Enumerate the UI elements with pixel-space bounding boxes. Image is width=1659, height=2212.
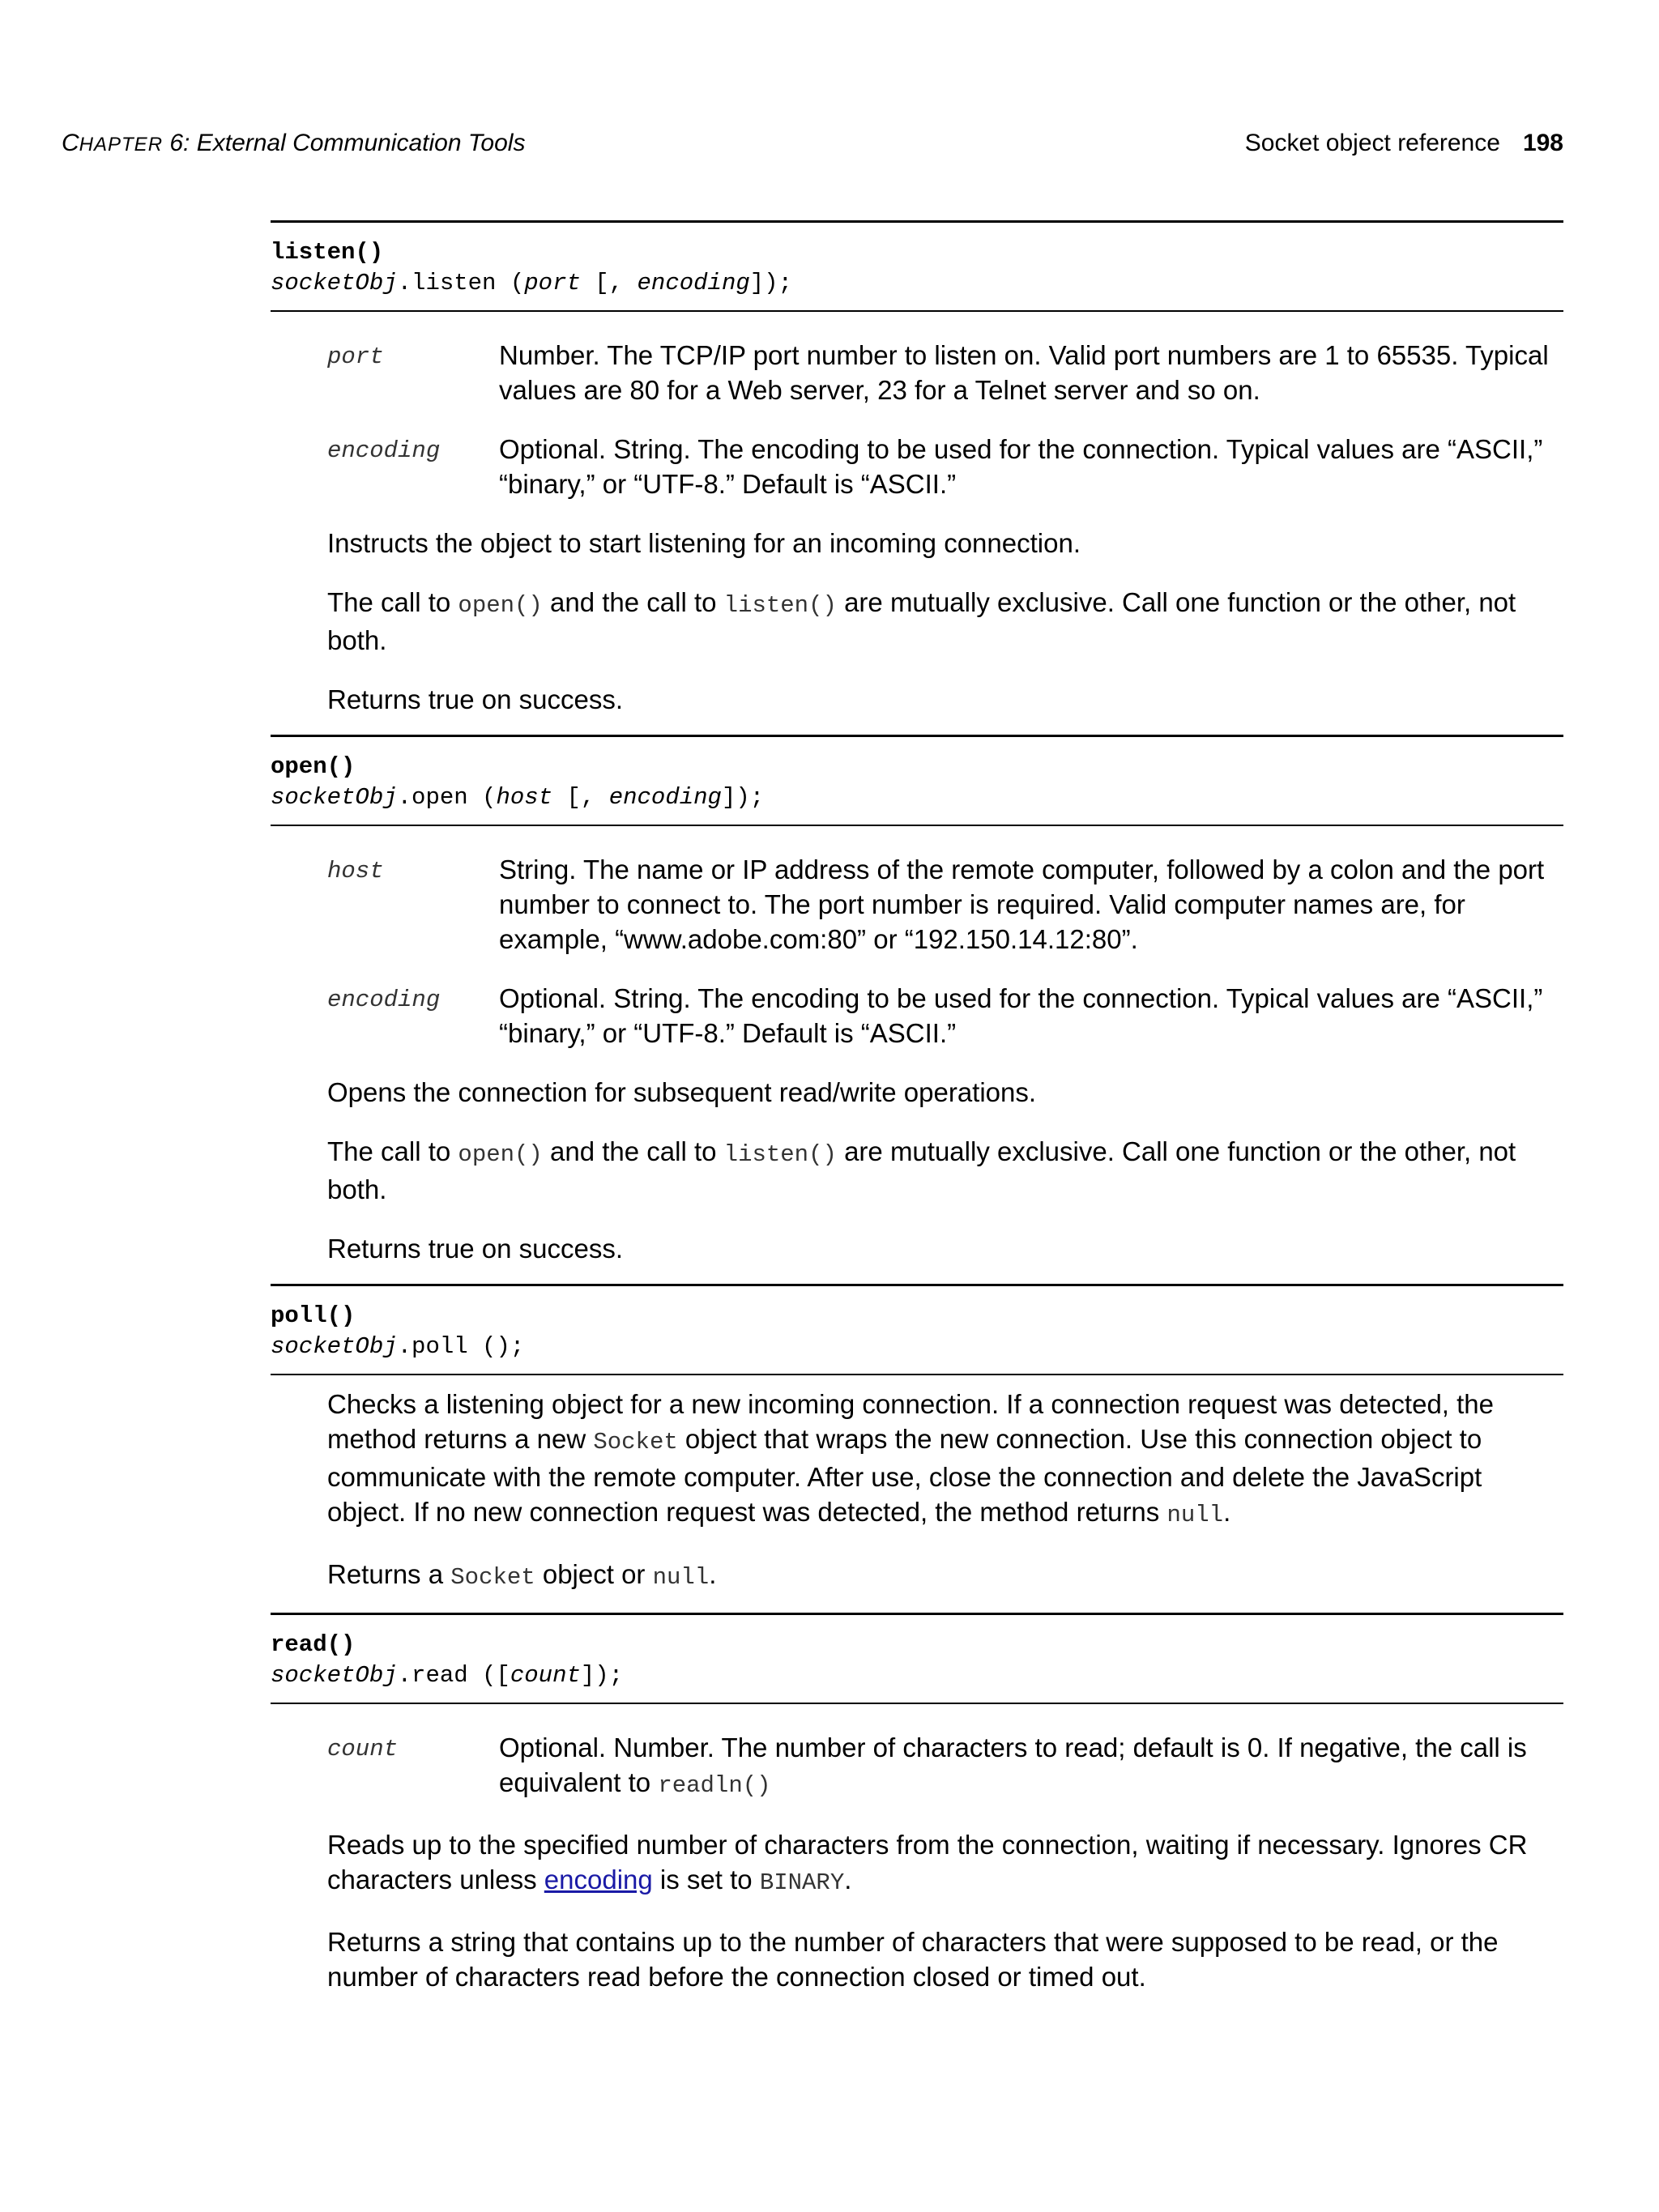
method-description: Reads up to the specified number of characters from the connection, waiting if necessary. Ignores CR characters unless encoding is set to BINARY. xyxy=(327,1830,1528,1896)
page-number: 198 xyxy=(1522,130,1563,156)
param-row xyxy=(327,338,1563,407)
param-desc: Optional. String. The encoding to be used for the connection. Typical values are “ASCII,” “binary,” or “UTF-8.” Default is “ASCII.” xyxy=(499,434,1543,499)
method-name: poll() xyxy=(271,1302,356,1329)
param-row xyxy=(327,852,1563,957)
method-description: Instructs the object to start listening for an incoming connection. xyxy=(327,528,1081,558)
method-returns: Returns true on success. xyxy=(327,684,623,714)
method-syntax: socketObj.open (host [, encoding]); xyxy=(271,784,765,811)
method-signature xyxy=(271,1286,1563,1375)
method-returns: Returns true on success. xyxy=(327,1234,623,1264)
method-body xyxy=(271,312,1563,735)
param-name: host xyxy=(327,858,384,884)
param-desc: String. The name or IP address of the remote computer, followed by a colon and the port number to connect to. The port number is required. Valid computer names are, for example, “www.adobe.com:80” or “192.150.14.12:80”. xyxy=(499,855,1545,954)
method-returns: Returns a Socket object or null. xyxy=(327,1559,717,1591)
method-entry-read xyxy=(271,1613,1563,2012)
section-title: Socket object reference xyxy=(1244,130,1500,156)
method-name: read() xyxy=(271,1631,356,1658)
method-name: open() xyxy=(271,753,356,780)
method-entry-poll xyxy=(271,1284,1563,1613)
chapter-title: CHAPTER 6: External Communication Tools xyxy=(62,130,526,156)
method-body xyxy=(271,1375,1563,1613)
method-entry-listen xyxy=(271,220,1563,735)
method-signature xyxy=(271,1615,1563,1704)
param-name: encoding xyxy=(327,987,441,1013)
encoding-link[interactable]: encoding xyxy=(544,1865,653,1894)
method-name: listen() xyxy=(271,239,384,266)
method-description: Opens the connection for subsequent read/write operations. xyxy=(327,1077,1037,1107)
method-note: The call to open() and the call to listen() are mutually exclusive. Call one function or the other, not both. xyxy=(327,1136,1516,1204)
param-name: encoding xyxy=(327,437,441,464)
page-header xyxy=(62,130,1563,162)
param-desc: Number. The TCP/IP port number to listen on. Valid port numbers are 1 to 65535. Typical values are 80 for a Web server, 23 for a Telnet server and so on. xyxy=(499,340,1549,405)
method-body xyxy=(271,826,1563,1284)
method-body xyxy=(271,1704,1563,2012)
method-syntax: socketObj.read ([count]); xyxy=(271,1662,624,1689)
param-name: count xyxy=(327,1736,399,1762)
method-signature xyxy=(271,223,1563,312)
param-desc: Optional. String. The encoding to be used for the connection. Typical values are “ASCII,” “binary,” or “UTF-8.” Default is “ASCII.” xyxy=(499,983,1543,1048)
param-row xyxy=(327,981,1563,1051)
method-description: Checks a listening object for a new incoming connection. If a connection request was detected, the method returns a new Socket object that wraps the new connection. Use this connection object to communicate with the remote computer. After use, close the connection and delete the JavaScript object. If no new connection request was detected, the method returns null. xyxy=(327,1389,1495,1528)
header-right xyxy=(1245,130,1563,157)
param-row xyxy=(327,1730,1563,1803)
param-desc: Optional. Number. The number of characters to read; default is 0. If negative, the call is equivalent to readln() xyxy=(499,1733,1527,1799)
method-signature xyxy=(271,737,1563,826)
method-syntax: socketObj.poll (); xyxy=(271,1333,525,1360)
method-note: The call to open() and the call to listen() are mutually exclusive. Call one function or the other, not both. xyxy=(327,587,1516,655)
param-row xyxy=(327,432,1563,501)
method-syntax: socketObj.listen (port [, encoding]); xyxy=(271,270,792,296)
method-returns: Returns a string that contains up to the number of characters that were supposed to be read, or the number of characters read before the connection closed or timed out. xyxy=(327,1927,1499,1992)
reference-content xyxy=(271,220,1563,2012)
method-entry-open xyxy=(271,735,1563,1284)
param-name: port xyxy=(327,343,384,370)
